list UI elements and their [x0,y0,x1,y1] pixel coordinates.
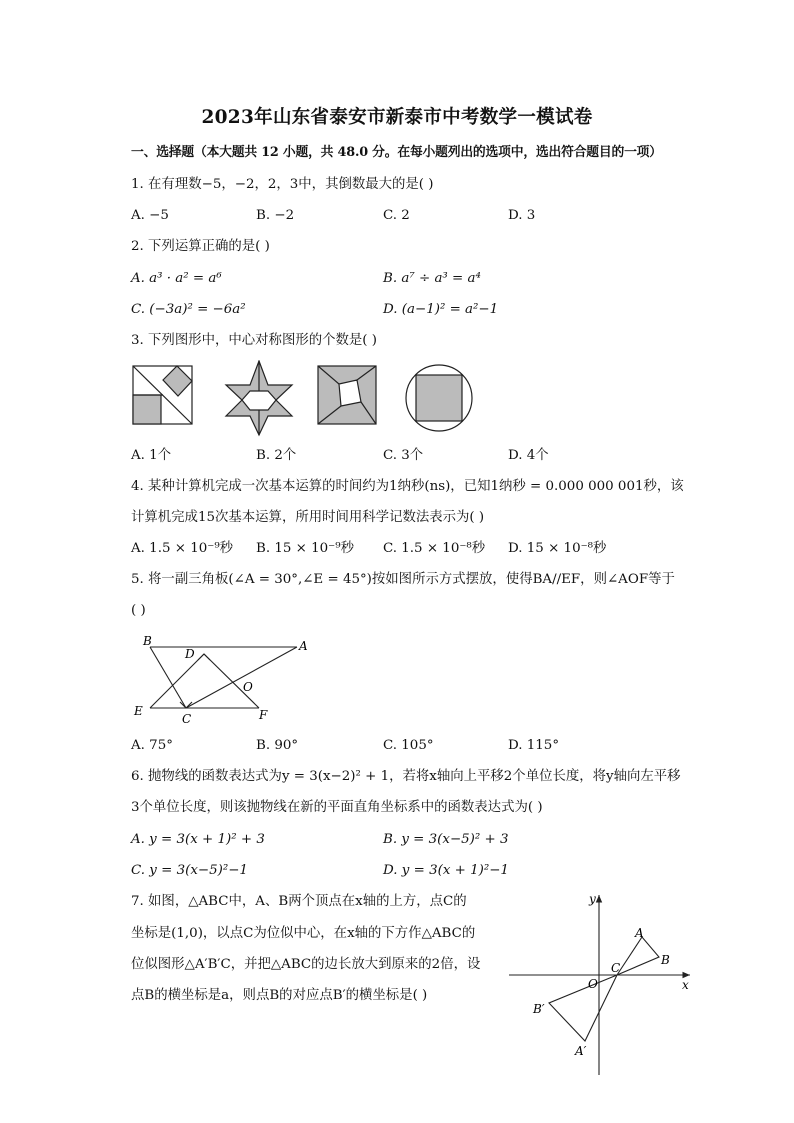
q5-figure [0,630,794,730]
question-5-stem-line1: 5. 将一副三角板(∠A = 30°,∠E = 45°)按如图所示方式摆放，使得BA//EF，则∠AOF等于 [131,572,675,587]
q7-label-a-prime: A′ [575,1044,587,1058]
question-7-line1: 7. 如图，△ABC中，A、B两个顶点在x轴的上方，点C的 [131,894,467,909]
q2-option-a[interactable]: A. a³ · a² = a⁶ [131,271,222,286]
q7-label-o: O [588,977,598,991]
q2-option-d[interactable]: D. (a−1)² = a²−1 [383,302,499,317]
q4-option-b[interactable]: B. 15 × 10⁻⁹秒 [256,541,354,556]
q3-figures [0,360,794,440]
q5-label-b: B [143,634,152,648]
exam-title: 2023年山东省泰安市新泰市中考数学一模试卷 [201,107,593,128]
q3-figure-2 [226,361,292,435]
q7-label-b-prime: B′ [533,1002,545,1016]
q1-option-c[interactable]: C. 2 [383,208,410,223]
q3-figure-1 [133,366,192,424]
q4-option-c[interactable]: C. 1.5 × 10⁻⁸秒 [383,541,486,556]
q7-label-b: B [661,953,670,967]
question-7-line3: 位似图形△A′B′C，并把△ABC的边长放大到原来的2倍，设 [131,957,481,972]
q2-option-c[interactable]: C. (−3a)² = −6a² [131,302,246,317]
q2-option-b[interactable]: B. a⁷ ÷ a³ = a⁴ [383,271,481,286]
question-6-stem-line1: 6. 抛物线的函数表达式为y = 3(x−2)² + 1，若将x轴向上平移2个单位长度，将y轴向左平移 [131,769,681,784]
q4-option-a[interactable]: A. 1.5 × 10⁻⁹秒 [131,541,234,556]
question-4-stem-line2: 计算机完成15次基本运算，所用时间用科学记数法表示为( ) [131,510,485,525]
q7-figure [0,890,794,1080]
q5-label-f: F [259,708,268,722]
q3-option-c[interactable]: C. 3个 [383,448,424,463]
q1-option-d[interactable]: D. 3 [508,208,536,223]
q1-option-a[interactable]: A. −5 [131,208,169,223]
question-2-stem: 2. 下列运算正确的是( ) [131,239,270,254]
q6-option-b[interactable]: B. y = 3(x−5)² + 3 [383,832,509,847]
q7-label-y: y [589,892,596,906]
q6-option-a[interactable]: A. y = 3(x + 1)² + 3 [131,832,265,847]
question-1-stem: 1. 在有理数−5，−2，2，3中，其倒数最大的是( ) [131,177,434,192]
q3-figure-3 [318,366,376,424]
question-5-stem-line2: ( ) [131,603,146,618]
q7-label-c: C [611,961,621,975]
q5-label-d: D [185,647,195,661]
q5-option-a[interactable]: A. 75° [131,738,173,753]
q5-label-e: E [134,704,143,718]
q6-option-d[interactable]: D. y = 3(x + 1)²−1 [383,863,509,878]
question-3-stem: 3. 下列图形中，中心对称图形的个数是( ) [131,333,377,348]
q5-option-c[interactable]: C. 105° [383,738,434,753]
q5-option-b[interactable]: B. 90° [256,738,299,753]
question-7-line4: 点B的横坐标是a，则点B的对应点B′的横坐标是( ) [131,988,428,1003]
q3-option-d[interactable]: D. 4个 [508,448,549,463]
section-heading: 一、选择题（本大题共 12 小题，共 48.0 分。在每小题列出的选项中，选出符合题目的一项） [131,145,662,160]
q5-label-c: C [182,712,192,726]
q3-figure-4 [406,365,472,431]
q1-option-b[interactable]: B. −2 [256,208,295,223]
q5-label-a: A [299,639,308,653]
q6-option-c[interactable]: C. y = 3(x−5)²−1 [131,863,248,878]
q7-label-a: A [635,926,644,940]
q5-option-d[interactable]: D. 115° [508,738,560,753]
q3-option-b[interactable]: B. 2个 [256,448,297,463]
q7-label-x: x [682,978,689,992]
q5-label-o: O [243,680,253,694]
question-7-line2: 坐标是(1,0)，以点C为位似中心，在x轴的下方作△ABC的 [131,926,476,941]
question-4-stem-line1: 4. 某种计算机完成一次基本运算的时间约为1纳秒(ns)，已知1纳秒 = 0.000 000 001秒，该 [131,479,684,494]
q4-option-d[interactable]: D. 15 × 10⁻⁸秒 [508,541,607,556]
question-6-stem-line2: 3个单位长度，则该抛物线在新的平面直角坐标系中的函数表达式为( ) [131,800,543,815]
q3-option-a[interactable]: A. 1个 [131,448,172,463]
